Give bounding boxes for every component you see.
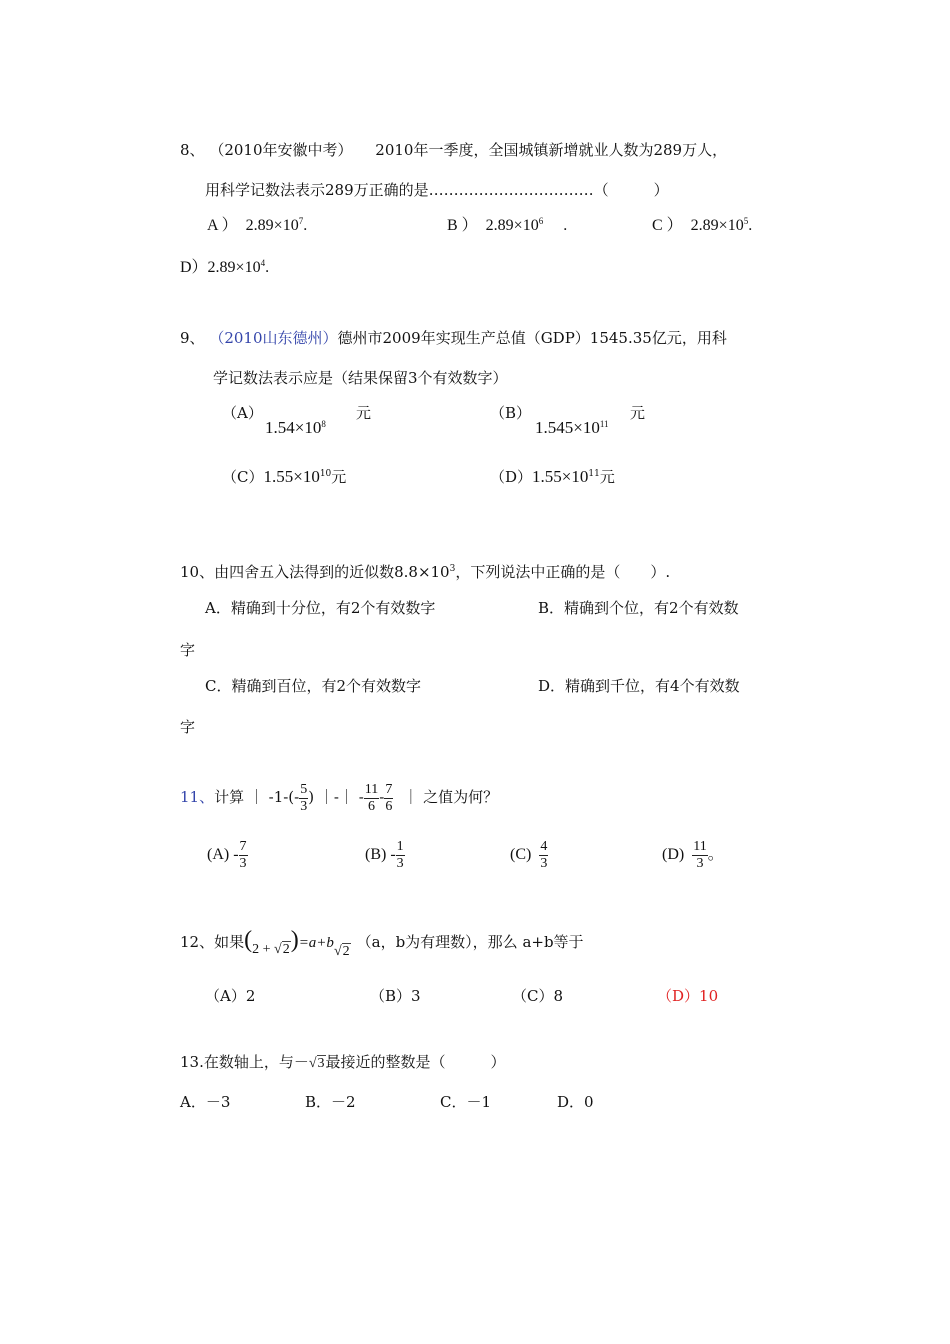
q13-option-c: C．－1 bbox=[440, 1093, 492, 1111]
q12-option-a: （A）2 bbox=[205, 987, 256, 1005]
q12-option-b: （B）3 bbox=[370, 987, 421, 1005]
q10-option-b-wrap: 字 bbox=[180, 641, 196, 659]
q9-line1 bbox=[180, 328, 727, 348]
q9-source: （2010山东德州） bbox=[209, 329, 338, 347]
q9-option-a-unit: 元 bbox=[356, 404, 372, 422]
q11-option-d: (D) $\frac{11}{3}$ 。 bbox=[662, 838, 724, 871]
q11-option-c: (C) $\frac{4}{3}$ bbox=[510, 838, 548, 871]
q8-option-c: C ） $2.89\times 10^5$. bbox=[652, 216, 753, 234]
q10-option-d: D．精确到千位，有4个有效数 bbox=[538, 677, 740, 695]
fraction-11-6: $\frac{11}{6}$ bbox=[364, 781, 379, 814]
q9-option-b-label: （B） bbox=[490, 404, 532, 422]
q10-option-b: B．精确到个位，有2个有效数 bbox=[538, 599, 739, 617]
q11-number: 11、 bbox=[180, 788, 215, 806]
q8-stem2: 用科学记数法表示289万正确的是……………………………（ ） bbox=[205, 181, 669, 199]
q10-stem: 10、由四舍五入法得到的近似数$8.8\times 10^3$，下列说法中正确的是（ ）. bbox=[180, 563, 671, 581]
q12-stem: 12、如果(2 + √2)=a+b√2（a，b为有理数），那么 a+b等于 bbox=[180, 925, 584, 967]
fraction-5-3: $\frac{5}{3}$ bbox=[300, 781, 308, 814]
sqrt-3: √3 bbox=[308, 1056, 325, 1071]
q8-line1 bbox=[180, 140, 727, 160]
q11-stem: 11、计算 ｜ -1-(- $\frac{5}{3}$ ) ｜-｜ - $\frac{11}{6}$ - $\frac{7}{6}$ ｜ 之值为何？ bbox=[180, 781, 499, 814]
q8-option-a: A ） $2.89\times 10^7$. bbox=[207, 216, 308, 234]
q13-option-d: D．0 bbox=[557, 1093, 594, 1111]
q11-option-b: (B) - $\frac{1}{3}$ bbox=[365, 838, 404, 871]
q9-stem2: 学记数法表示应是（结果保留3个有效数字） bbox=[213, 369, 508, 387]
sqrt-expression: 2 + √2 bbox=[252, 942, 290, 957]
q9-number: 9、 bbox=[180, 329, 205, 347]
sqrt-2: √2 bbox=[333, 944, 350, 959]
q10-option-d-wrap: 字 bbox=[180, 718, 196, 736]
q9-option-a-label: （A） bbox=[222, 404, 263, 422]
q8-number: 8、 bbox=[180, 141, 205, 159]
q10-option-a: A．精确到十分位，有2个有效数字 bbox=[205, 599, 436, 617]
q9-option-d: $(D)1.55\times 10^{11}$元 bbox=[490, 467, 615, 486]
q13-option-a: A．－3 bbox=[180, 1093, 231, 1111]
fraction-7-6: $\frac{7}{6}$ bbox=[385, 781, 393, 814]
q8-stem: 2010年一季度，全国城镇新增就业人数为289万人， bbox=[375, 141, 728, 159]
q8-option-d: $D)2.89\times 10^4$. bbox=[180, 258, 270, 276]
q8-option-b: B ） $2.89\times 10^6$ . bbox=[447, 216, 568, 234]
q9-stem: 德州市2009年实现生产总值（GDP）1545.35亿元，用科 bbox=[337, 329, 727, 347]
q13-stem: 13.在数轴上，与－√3最接近的整数是（ ） bbox=[180, 1052, 506, 1074]
q11-option-a: (A) - $\frac{7}{3}$ bbox=[207, 838, 247, 871]
q12-option-d: （D）10 bbox=[657, 987, 719, 1005]
q9-option-a-value: $1.54\times 10^8$ bbox=[265, 418, 326, 437]
q10-option-c: C．精确到百位，有2个有效数字 bbox=[205, 677, 422, 695]
q8-source: （2010年安徽中考） bbox=[209, 141, 353, 159]
q9-option-b-unit: 元 bbox=[630, 404, 646, 422]
q13-option-b: B．－2 bbox=[305, 1093, 356, 1111]
q12-option-c: （C）8 bbox=[512, 987, 564, 1005]
q9-option-c: $(C)1.55\times 10^{10}$元 bbox=[222, 467, 347, 486]
q9-option-b-value: $1.545\times 10^{11}$ bbox=[535, 418, 609, 437]
